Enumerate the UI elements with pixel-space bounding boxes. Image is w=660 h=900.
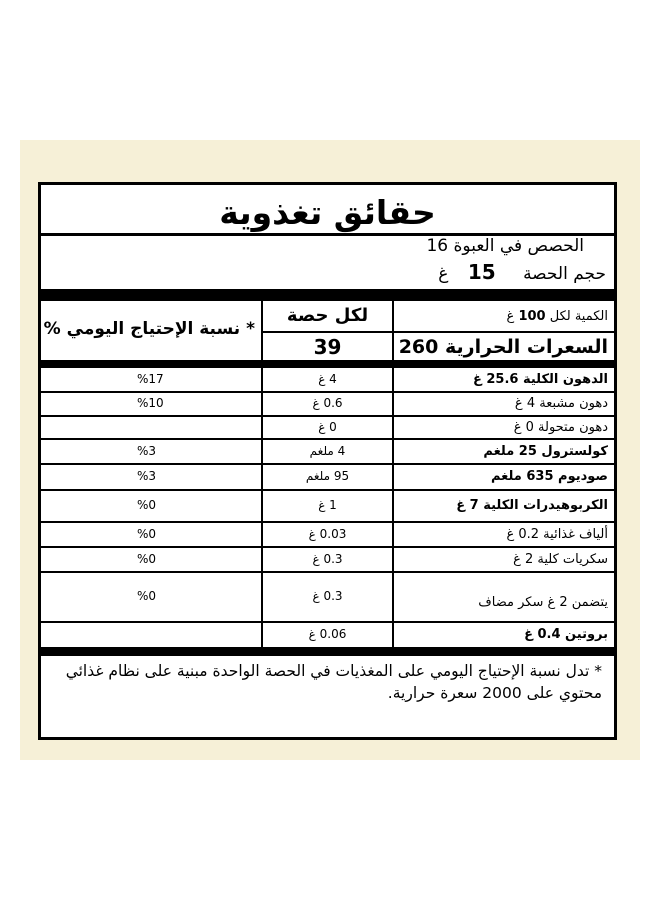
nutrient-serving-value: 4 غ (318, 372, 337, 386)
row-divider (41, 391, 614, 393)
nutrient-name: دهون متحولة 0 غ (513, 419, 608, 435)
nutrient-serving-value: 0 غ (318, 419, 337, 434)
nutrition-facts-label (38, 182, 617, 740)
nutrient-name: يتضمن 2 غ سكر مضاف (478, 595, 608, 610)
nutrient-name: الدهون الكلية 25.6 غ (472, 372, 608, 387)
row-divider (41, 415, 614, 417)
row-divider (41, 546, 614, 548)
nutrient-daily-value: %0 (137, 526, 157, 541)
nutrient-daily-value: %0 (137, 498, 157, 512)
nutrient-daily-value: %10 (137, 396, 164, 410)
nutrient-name: بروتين 0.4 غ (524, 626, 608, 642)
per-100g-label: الكمية لكل (549, 309, 608, 324)
nutrient-name: دهون مشبعة 4 غ (514, 396, 608, 411)
nutrient-daily-value: %0 (137, 551, 157, 566)
nutrient-serving-value: 0.06 غ (308, 626, 347, 641)
nutrient-serving-value: 95 ملغم (305, 469, 350, 483)
nutrient-serving-value: 1 غ (318, 498, 337, 512)
nutrient-serving-value: 0.3 غ (312, 551, 343, 566)
servings-per-pack: الحصص في العبوة 16 (426, 236, 584, 256)
thick-divider (41, 360, 614, 368)
serving-size-unit: غ (438, 264, 449, 284)
thick-divider (41, 289, 614, 301)
row-divider (41, 521, 614, 523)
per-serving-header: لكل حصة (286, 305, 369, 326)
footnote: * تدل نسبة الإحتياج اليومي على المغذيات في الحصة الواحدة مبنية على نظام غذائي محتوي على 2000 سعرة حرارية. (65, 662, 602, 702)
row-divider (41, 489, 614, 491)
per-100g-unit: غ (506, 309, 515, 324)
thick-divider (41, 647, 614, 656)
calories-label: السعرات الحرارية 260 (398, 336, 608, 358)
nutrient-serving-value: 0.3 غ (312, 589, 343, 603)
serving-size-label: حجم الحصة (523, 264, 606, 284)
per-100g-header (507, 309, 608, 324)
nutrient-serving-value: 0.03 غ (308, 526, 347, 541)
serving-size-value: 15 (467, 260, 496, 284)
nutrient-name: صوديوم 635 ملغم (490, 469, 608, 484)
per-100g-value: 100 (518, 309, 546, 324)
daily-value-header: * نسبة الإحتياج اليومي % (43, 319, 255, 339)
nutrient-daily-value: %3 (137, 443, 157, 458)
row-divider (41, 463, 614, 465)
row-divider (41, 621, 614, 623)
row-divider (41, 438, 614, 440)
nutrient-name: سكريات كلية 2 غ (513, 551, 608, 567)
label-title: حقائق تغذوية (219, 193, 436, 232)
column-divider (392, 301, 394, 647)
header-divider (261, 331, 614, 333)
nutrient-daily-value: %3 (137, 469, 157, 483)
calories-serving: 39 (313, 335, 342, 359)
row-divider (41, 571, 614, 573)
nutrient-serving-value: 0.6 غ (312, 396, 343, 410)
nutrient-daily-value: %0 (137, 589, 157, 603)
column-divider (261, 301, 263, 647)
serving-size (438, 260, 606, 284)
nutrient-name: كولسترول 25 ملغم (483, 443, 608, 459)
nutrient-name: ألياف غذائية 0.2 غ (506, 526, 608, 542)
nutrient-daily-value: %17 (137, 372, 164, 386)
nutrient-name: الكربوهيدرات الكلية 7 غ (456, 498, 608, 513)
nutrient-serving-value: 4 ملغم (309, 443, 346, 458)
